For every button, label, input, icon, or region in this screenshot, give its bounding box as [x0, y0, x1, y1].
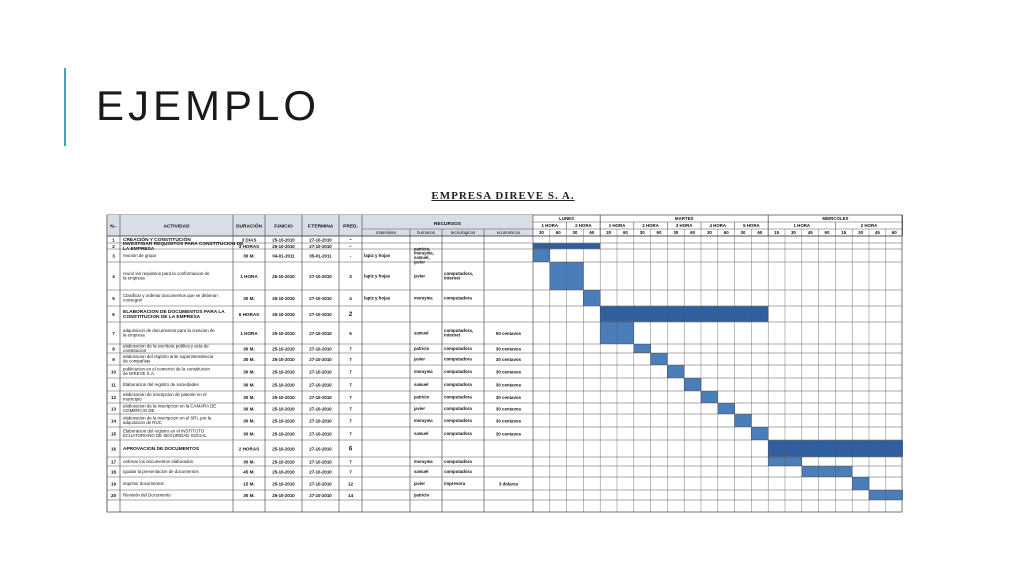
header-minute: 15 [841, 230, 847, 235]
row-termina: 05-01-2011 [309, 253, 332, 259]
row-pred: 12 [347, 481, 354, 487]
row-actividad: la empresa [123, 332, 145, 338]
row-actividad: Igualar la presentacion de documentos [123, 468, 199, 474]
row-materiales: lapiz y hojas [364, 273, 391, 279]
gantt-bar-task-3 [533, 250, 550, 262]
row-number: 19 [110, 481, 117, 487]
row-duracion: 30 M. [243, 492, 255, 498]
row-actividad: imprimir documentos [123, 480, 164, 486]
row-actividad: elaboracion de la inscripcion en el SRI, por la [123, 415, 212, 421]
gantt-bar-task-15 [751, 428, 768, 440]
row-termina: 27-10-2010 [309, 469, 332, 475]
row-number: 1 [112, 237, 115, 243]
header-hour: 1 HORA [541, 223, 559, 228]
row-pred: 3 [349, 273, 352, 279]
row-number: 9 [112, 356, 115, 362]
company-name-text: EMPRESA DIREVE S. A. [431, 190, 575, 202]
row-humanos: morayma [414, 458, 433, 464]
row-economicos: 30 centavos [495, 346, 522, 352]
header-minute: 60 [656, 230, 662, 235]
row-pred: - [349, 237, 352, 244]
row-actividad: ordenar los documentos elaborados [123, 458, 194, 464]
row-duracion: 1 HORA [240, 273, 258, 279]
header-minute: 60 [824, 230, 830, 235]
row-humanos: patricio, [414, 246, 431, 252]
header-actividad: ACTIVIDAD [163, 224, 190, 230]
row-humanos: patricio [414, 345, 430, 351]
row-actividad: Elaboracion del registro de sociedades [123, 381, 199, 387]
row-economicos: 50 centavos [495, 330, 522, 336]
row-inicio: 25-10-2010 [272, 237, 295, 243]
header-minute: 45 [807, 230, 813, 235]
row-termina: 27-10-2010 [309, 237, 332, 243]
row-termina: 27-10-2010 [309, 382, 332, 388]
row-tecnologicos: internet [444, 332, 461, 338]
row-tecnologicos: impresora [444, 480, 466, 486]
row-inicio: 25-10-2010 [272, 369, 295, 375]
header-minute: 30 [790, 230, 796, 235]
row-actividad: CONSTITUCION DE LA EMPRESA [123, 315, 201, 321]
row-humanos: javier [414, 273, 425, 279]
row-inicio: 25-10-2010 [272, 311, 295, 317]
row-inicio: 25-10-2010 [272, 273, 295, 279]
header-minute: 30 [538, 230, 544, 235]
row-duracion: 45 M. [243, 469, 255, 475]
header-hour: 2 HORA [642, 223, 659, 228]
row-termina: 27-10-2010 [309, 356, 332, 362]
row-actividad: conseguir [123, 297, 143, 303]
row-number: 17 [110, 459, 117, 465]
header-minute: 30 [673, 230, 679, 235]
row-tecnologicos: computadora, [444, 328, 474, 334]
row-termina: 27-10-2010 [309, 394, 332, 400]
row-actividad: de DIREVE S.A. [123, 371, 155, 377]
row-inicio: 25-10-2010 [272, 356, 295, 362]
row-economicos: 30 centavos [495, 382, 522, 388]
row-duracion: 3 HORAS [238, 243, 260, 249]
row-number: 8 [112, 346, 115, 352]
header-inicio: F.INICIO [274, 224, 293, 230]
row-termina: 27-10-2010 [309, 481, 332, 487]
gantt-bar-task-13 [718, 404, 735, 414]
gantt-bar-task-18 [802, 467, 852, 477]
header-hour: 1 HORA [793, 223, 811, 228]
row-pred: 7 [349, 418, 352, 424]
row-humanos: morayma [414, 368, 433, 374]
row-number: 16 [110, 446, 117, 452]
row-actividad: elaboracion de inscripcion de patente en el [123, 392, 207, 398]
row-pred: 2 [348, 311, 353, 318]
row-tecnologicos: computadora [444, 430, 472, 436]
row-economicos: 30 centavos [495, 418, 522, 424]
row-actividad: Elaboracion del registro en el INSTITUTO [123, 428, 205, 434]
header-minute: 60 [589, 230, 595, 235]
row-pred: 7 [349, 469, 352, 475]
row-number: 15 [110, 431, 117, 437]
row-termina: 27-10-2010 [309, 369, 332, 375]
row-tecnologicos: computadora [444, 368, 472, 374]
row-economicos: 30 centavos [495, 431, 522, 437]
row-pred: 7 [349, 406, 352, 412]
row-number: 10 [110, 369, 117, 375]
row-inicio: 25-10-2010 [272, 492, 295, 498]
row-number: 20 [110, 492, 117, 498]
gantt-bar-task-12 [701, 392, 718, 403]
row-materiales: lapiz y hojas [364, 252, 391, 258]
row-number: 7 [112, 330, 115, 336]
row-tecnologicos: computadora, [444, 271, 474, 277]
header-minute: 60 [891, 230, 897, 235]
row-economicos: 30 centavos [495, 394, 522, 400]
row-inicio: 25-10-2010 [272, 295, 295, 301]
row-humanos: patricio [414, 394, 430, 400]
row-actividad: INVESTIGAR REQUISITOS PARA CONSTITUCION DE [123, 242, 244, 248]
gantt-bar-task-9 [651, 354, 668, 365]
row-termina: 27-10-2010 [309, 418, 332, 424]
header-recurso-tecnologicos: tecnologicos [450, 230, 476, 235]
row-number: 3 [112, 253, 115, 259]
row-humanos: samuel [414, 468, 429, 474]
gantt-bar-task-5 [583, 291, 600, 306]
row-number: 18 [110, 469, 117, 475]
row-economicos: 30 centavos [495, 356, 522, 362]
row-inicio: 25-10-2010 [272, 459, 295, 465]
header-minute: 30 [706, 230, 712, 235]
row-duracion: 30 M. [243, 346, 255, 352]
row-tecnologicos: computadora [444, 417, 472, 423]
row-inicio: 25-10-2010 [272, 382, 295, 388]
row-actividad: ECUATORIANO DE SEGURIDAD SOCIAL [123, 433, 207, 439]
header-minute: 60 [757, 230, 763, 235]
row-inicio: 25-10-2010 [272, 406, 295, 412]
header-duracion: DURACIÓN [236, 224, 262, 230]
header-minute: 30 [572, 230, 578, 235]
row-pred: 14 [347, 492, 354, 498]
row-duracion: 2 HORAS [238, 446, 260, 452]
row-termina: 27-10-2010 [309, 330, 332, 336]
row-termina: 27-10-2010 [309, 492, 332, 498]
header-hour: 2 HORA [860, 223, 878, 228]
header-hour: 3 HORA [675, 223, 693, 228]
row-inicio: 25-10-2010 [272, 243, 295, 249]
row-duracion: 1 HORA [240, 330, 258, 336]
row-actividad: ELABORACION DE DOCUMENTOS PARA LA [123, 310, 225, 316]
row-pred: 7 [349, 394, 352, 400]
row-economicos: 30 centavos [495, 369, 522, 375]
row-number: 2 [112, 243, 115, 249]
header-hour: 4 HORA [709, 223, 727, 228]
header-minute: 60 [690, 230, 696, 235]
row-tecnologicos: internet [444, 275, 461, 281]
header-recurso-economicos: economicos [496, 230, 521, 235]
header-recurso-materiales: materiales [375, 230, 397, 235]
row-pred: 4 [349, 295, 352, 301]
header-day-lunes: LUNES [559, 216, 575, 221]
row-humanos: javier [414, 259, 425, 265]
row-duracion: 30 M. [243, 253, 255, 259]
row-humanos: patricio [414, 492, 430, 498]
row-duracion: 30 M. [243, 406, 255, 412]
row-duracion: 30 M. [243, 459, 255, 465]
row-duracion: 30 M. [243, 431, 255, 437]
header-recursos: RECURSOS [433, 222, 462, 227]
header-termina: F.TERMINA [307, 224, 334, 230]
row-inicio: 25-10-2010 [272, 418, 295, 424]
row-termina: 27-10-2010 [309, 446, 332, 452]
header-recurso-humanos: humanos [416, 230, 436, 235]
gantt-bar-task-11 [684, 379, 701, 391]
header-n: N.- [110, 224, 117, 230]
row-pred: 7 [349, 382, 352, 388]
row-duracion: 30 M. [243, 418, 255, 424]
row-tecnologicos: computadora [444, 468, 472, 474]
header-minute: 60 [622, 230, 628, 235]
header-day-martes: MARTES [674, 216, 694, 221]
row-actividad: LA EMPRESA [123, 247, 155, 253]
row-termina: 27-10-2010 [309, 295, 332, 301]
row-tecnologicos: computadora [444, 381, 472, 387]
row-actividad: elaboracion de la escritura publica y acta de [123, 343, 209, 349]
row-actividad: elaboracion del registro ante superintendencia [123, 354, 214, 360]
row-humanos: morayma [414, 417, 433, 423]
row-economicos: 3 dolares [498, 481, 519, 487]
row-termina: 27-10-2010 [309, 273, 332, 279]
row-humanos: javier [414, 405, 425, 411]
slide-title: EJEMPLO [96, 82, 321, 129]
row-actividad: APROVACION DE DOCUMENTOS [123, 447, 200, 453]
header-hour: 5 HORA [743, 223, 760, 228]
row-actividad: reunir los requisitos para la conformacion de [123, 271, 210, 277]
row-humanos: javier [414, 356, 425, 362]
row-number: 5 [112, 295, 115, 301]
header-hour: 2 HORA [575, 223, 592, 228]
row-tecnologicos: computadora [444, 458, 472, 464]
row-number: 14 [110, 418, 117, 424]
row-pred: 7 [349, 431, 352, 437]
row-inicio: 25-10-2010 [272, 469, 295, 475]
header-pred: PRED. [343, 224, 358, 230]
row-tecnologicos: computadora [444, 405, 472, 411]
row-termina: 27-10-2010 [309, 459, 332, 465]
row-number: 11 [111, 382, 116, 388]
gantt-bar-task-8 [634, 345, 651, 353]
row-actividad: elaboracion de la inscripcion en la CAMARA DE [123, 403, 217, 409]
header-minute: 45 [874, 230, 880, 235]
row-pred: 7 [349, 346, 352, 352]
row-actividad: publicacion en el comercio de la constitucion [123, 366, 210, 372]
row-inicio: 25-10-2010 [272, 481, 295, 487]
table-frame [107, 215, 902, 512]
row-tecnologicos: computadora [444, 356, 472, 362]
header-hour: 1 HORA [608, 223, 626, 228]
row-humanos: samuel [414, 381, 429, 387]
row-actividad: COMERCIO DE [123, 408, 155, 414]
row-actividad: Revisión del Documento [123, 492, 171, 498]
row-pred: - [349, 253, 352, 259]
row-actividad: reunion de grupo [123, 252, 157, 258]
row-humanos: samuel [414, 330, 429, 336]
row-actividad: Clasificar y ordenar documentos que se deberan [123, 293, 218, 299]
row-humanos: morayma, [414, 250, 434, 256]
header-day-miercoles: MIERCOLES [822, 216, 849, 221]
row-duracion: 3 DIAS [241, 237, 257, 243]
row-inicio: 25-10-2010 [272, 431, 295, 437]
row-pred: 7 [349, 356, 352, 362]
row-duracion: 30 M. [243, 382, 255, 388]
row-tecnologicos: computadora [444, 345, 472, 351]
row-duracion: 30 M. [243, 295, 255, 301]
row-termina: 27-10-2010 [309, 406, 332, 412]
row-number: 12 [110, 394, 117, 400]
row-inicio: 25-10-2010 [272, 394, 295, 400]
row-actividad: la empresa [123, 275, 145, 281]
row-termina: 27-10-2010 [309, 346, 332, 352]
row-humanos: javier [414, 480, 425, 486]
gantt-bar-task-10 [667, 366, 684, 378]
row-economicos: 30 centavos [495, 406, 522, 412]
row-inicio: 04-01-2011 [272, 253, 295, 259]
row-duracion: 30 M. [243, 369, 255, 375]
row-actividad: constitucion [123, 348, 147, 354]
row-actividad: de compañias [123, 358, 151, 364]
row-humanos: morayma [414, 295, 433, 301]
row-inicio: 25-10-2010 [272, 330, 295, 336]
row-duracion: 6 HORAS [238, 311, 260, 317]
header-minute: 30 [606, 230, 612, 235]
row-number: 13 [110, 406, 117, 412]
row-pred: 6 [348, 446, 353, 453]
row-tecnologicos: computadora [444, 295, 472, 301]
row-pred: 5 [349, 330, 352, 336]
row-actividad: adquisicion de RUC [123, 420, 162, 426]
row-pred: - [349, 243, 352, 250]
row-number: 6 [112, 311, 115, 317]
header-minute: 60 [723, 230, 729, 235]
row-actividad: adquisicion de documentos para la creacion de [123, 328, 215, 334]
row-inicio: 25-10-2010 [272, 446, 295, 452]
row-actividad: municipio [123, 396, 142, 402]
row-materiales: lapiz y hojas [364, 295, 391, 301]
header-minute: 30 [858, 230, 864, 235]
row-humanos: samuel, [414, 255, 430, 261]
row-pred: 7 [349, 369, 352, 375]
row-pred: 7 [349, 459, 352, 465]
header-minute: 60 [555, 230, 561, 235]
row-actividad: CREACIÓN Y CONSTITUCIÓN [123, 238, 191, 244]
row-number: 4 [112, 273, 115, 279]
row-termina: 27-10-2010 [309, 311, 332, 317]
row-tecnologicos: computadora [444, 394, 472, 400]
row-termina: 27-10-2010 [309, 243, 332, 249]
header-minute: 15 [774, 230, 780, 235]
header-minute: 30 [639, 230, 645, 235]
header-minute: 30 [740, 230, 746, 235]
row-duracion: 15 M. [243, 481, 255, 487]
row-humanos: samuel [414, 430, 429, 436]
row-duracion: 30 M. [243, 356, 255, 362]
row-termina: 27-10-2010 [309, 431, 332, 437]
row-inicio: 25-10-2010 [272, 346, 295, 352]
row-duracion: 30 M. [243, 394, 255, 400]
gantt-bar-task-14 [735, 415, 752, 427]
gantt-bar-task-19 [852, 478, 869, 490]
